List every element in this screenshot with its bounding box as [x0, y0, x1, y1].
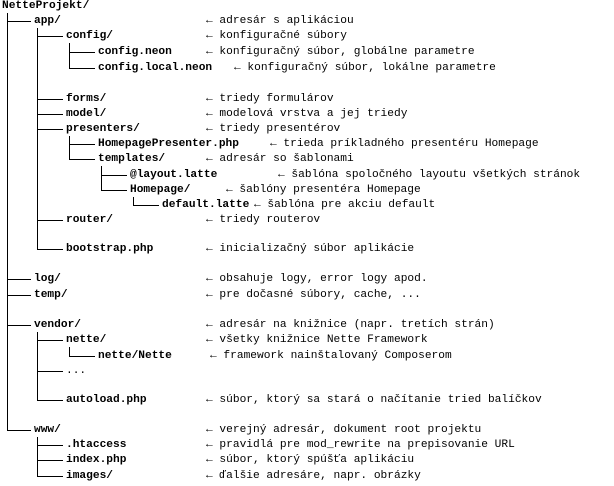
tree-node-label: forms/ [66, 93, 107, 105]
tree-node-label: Homepage/ [130, 184, 191, 196]
tree-root-label: NetteProjekt/ [2, 0, 90, 12]
tree-node-description: ← framework nainštalovaný Composerom [210, 350, 452, 362]
tree-node-label: presenters/ [66, 123, 140, 135]
tree-node-description: ← verejný adresár, dokument root projektu [206, 424, 482, 436]
tree-node-description: ← triedy presentérov [206, 123, 341, 135]
tree-node-description: ← adresár s aplikáciou [206, 15, 354, 27]
tree-node-label: images/ [66, 470, 113, 482]
tree-node-label: vendor/ [34, 319, 81, 331]
tree-node-label: config.local.neon [98, 62, 213, 74]
tree-node-label: www/ [34, 424, 61, 436]
tree-node-label: app/ [34, 15, 61, 27]
tree-node-description: ← trieda príkladného presentéru Homepage [270, 138, 539, 150]
tree-node-description: ← konfiguračné súbory [206, 30, 347, 42]
tree-node-label: default.latte [162, 199, 250, 211]
tree-node-label: model/ [66, 108, 107, 120]
tree-node-description: ← šablóna pre akciu default [254, 199, 436, 211]
tree-node-description: ← ďalšie adresáre, napr. obrázky [206, 470, 421, 482]
tree-node-label: nette/Nette [98, 350, 172, 362]
tree-node-label: .htaccess [66, 439, 127, 451]
tree-node-description: ← šablóny presentéra Homepage [226, 184, 421, 196]
tree-node-description: ← konfiguračný súbor, globálne parametre [206, 46, 475, 58]
tree-node-label: HomepagePresenter.php [98, 138, 239, 150]
tree-node-description: ← triedy formulárov [206, 93, 334, 105]
tree-node-description: ← pre dočasné súbory, cache, ... [206, 289, 421, 301]
tree-node-description: ← šablóna spoločného layoutu všetkých stránok [278, 169, 581, 181]
tree-node-description: ← triedy routerov [206, 214, 321, 226]
tree-node-label: @layout.latte [130, 169, 218, 181]
tree-node-description: ← adresár so šablonami [206, 153, 354, 165]
tree-node-label: log/ [34, 273, 61, 285]
tree-node-description: ← inicializačný súbor aplikácie [206, 243, 415, 255]
tree-node-label: config/ [66, 30, 113, 42]
tree-node-label: autoload.php [66, 394, 147, 406]
tree-node-description: ← pravidlá pre mod_rewrite na prepisovanie URL [206, 439, 515, 451]
tree-node-description: ← obsahuje logy, error logy apod. [206, 273, 428, 285]
tree-node-label: router/ [66, 214, 113, 226]
tree-node-label: templates/ [98, 153, 166, 165]
tree-node-description: ← všetky knižnice Nette Framework [206, 334, 428, 346]
tree-node-label: index.php [66, 454, 127, 466]
tree-node-label: temp/ [34, 289, 68, 301]
tree-node-label: ... [66, 365, 87, 377]
tree-node-description: ← modelová vrstva a jej triedy [206, 108, 408, 120]
tree-node-description: ← súbor, ktorý sa stará o načítanie tried balíčkov [206, 394, 542, 406]
tree-node-label: bootstrap.php [66, 243, 154, 255]
tree-node-description: ← adresár na knižnice (napr. tretích strán) [206, 319, 495, 331]
tree-node-description: ← súbor, ktorý spúšťa aplikáciu [206, 454, 415, 466]
tree-node-description: ← konfiguračný súbor, lokálne parametre [234, 62, 496, 74]
tree-node-label: nette/ [66, 334, 107, 346]
tree-node-label: config.neon [98, 46, 172, 58]
